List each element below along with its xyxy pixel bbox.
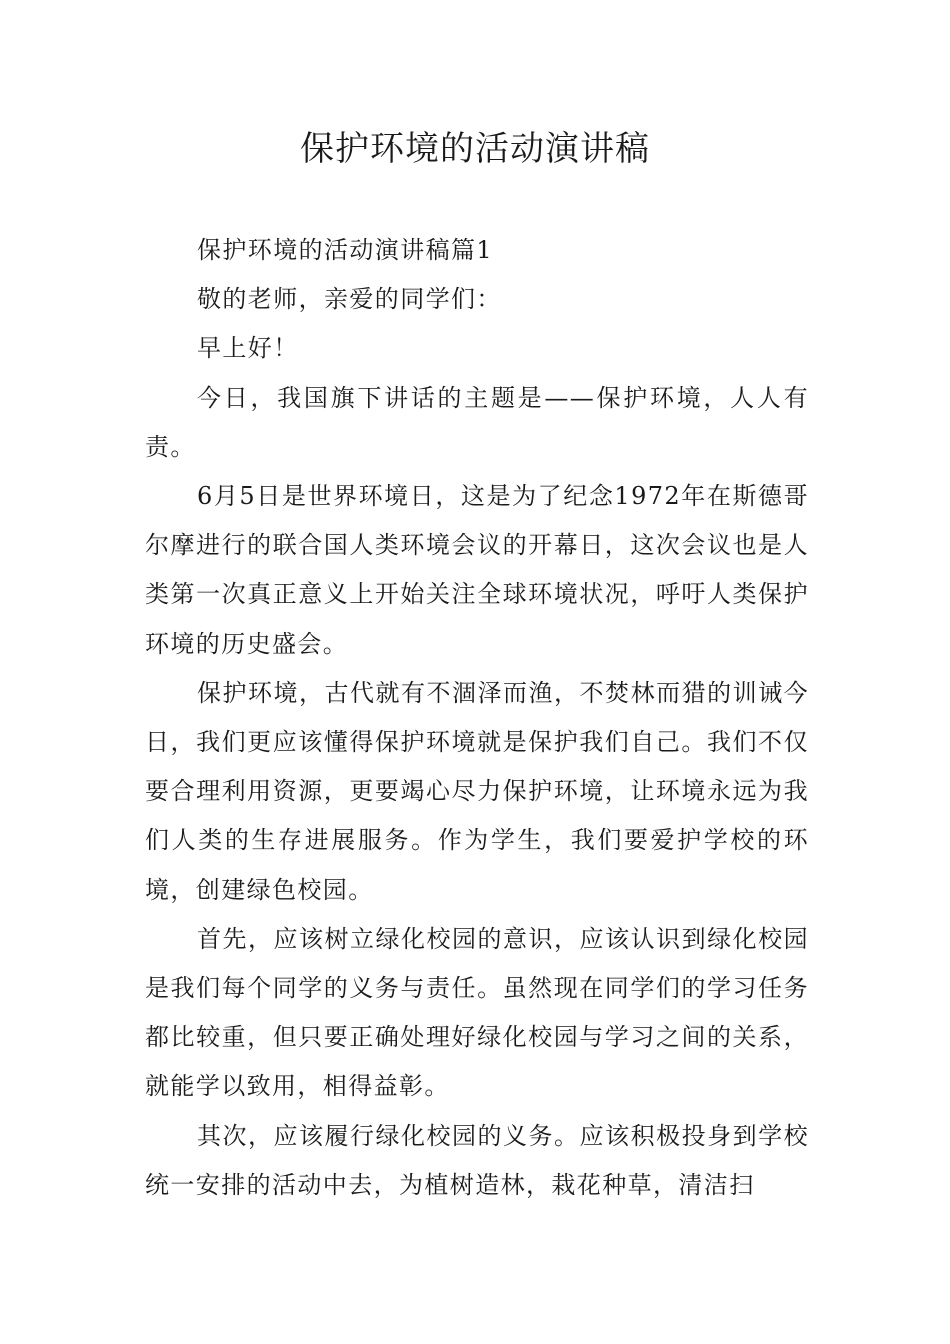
paragraph-section-heading: 保护环境的活动演讲稿篇1 [197,236,494,264]
document-body [145,226,809,1210]
paragraph-first-point: 首先，应该树立绿化校园的意识，应该认识到绿化校园是我们每个同学的义务与责任。虽然现在同学们的学习任务都比较重，但只要正确处理好绿化校园与学习之间的关系，就能学以致用，相得益彰。 [145,924,809,1101]
paragraph-protect-environment: 保护环境，古代就有不涸泽而渔，不焚林而猎的训诫今日，我们更应该懂得保护环境就是保护我们自己。我们不仅要合理利用资源，更要竭心尽力保护环境，让环境永远为我们人类的生存进展服务。作为学生，我们要爱护学校的环境，创建绿色校园。 [145,678,809,904]
paragraph-salutation: 敬的老师，亲爱的同学们： [197,285,502,314]
paragraph-topic: 今日，我国旗下讲话的主题是——保护环境，人人有责。 [145,383,809,461]
paragraph-second-point: 其次，应该履行绿化校园的义务。应该积极投身到学校统一安排的活动中去，为植树造林，栽花种草，清洁扫 [145,1121,809,1199]
page-title: 保护环境的活动演讲稿 [300,129,650,169]
paragraph-greeting: 早上好！ [197,334,299,363]
paragraph-environment-day: 6月5日是世界环境日，这是为了纪念1972年在斯德哥尔摩进行的联合国人类环境会议的开幕日，这次会议也是人类第一次真正意义上开始关注全球环境状况，呼吁人类保护环境的历史盛会。 [145,482,809,658]
